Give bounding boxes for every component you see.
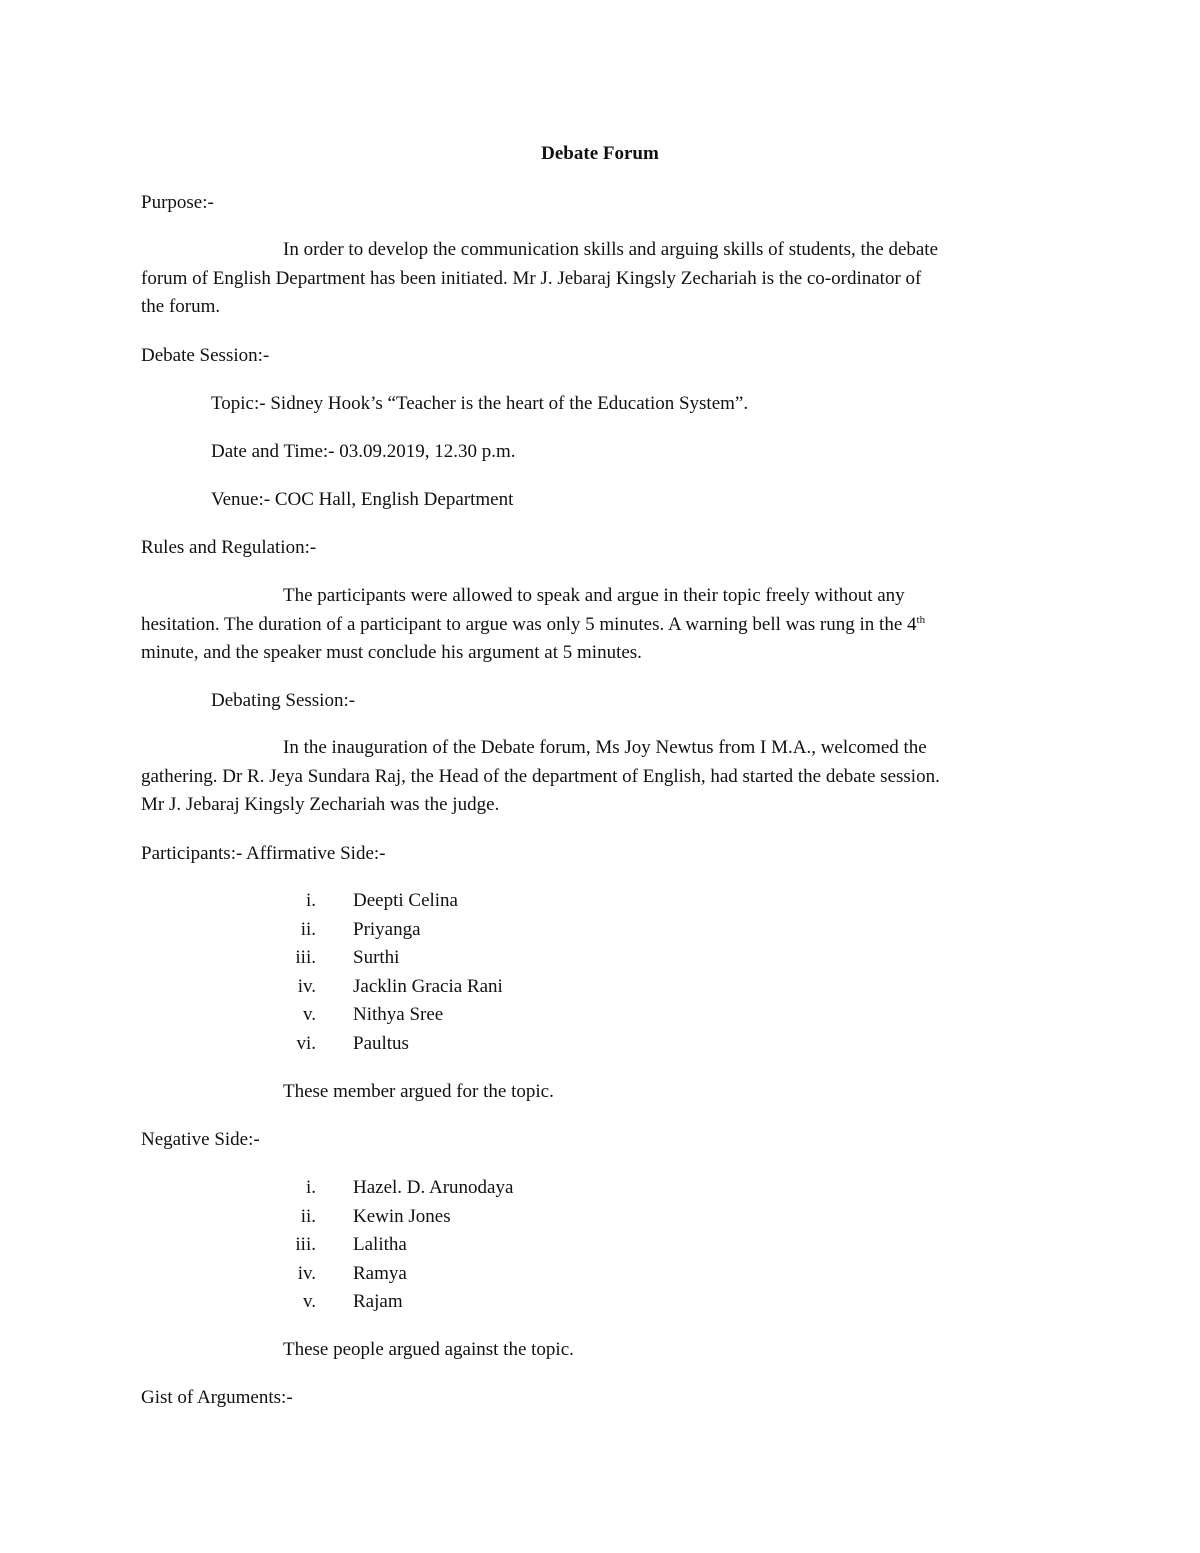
rules-line-3: minute, and the speaker must conclude his argument at 5 minutes. [141, 642, 642, 664]
list-item [0, 1174, 1200, 1203]
purpose-line-2: forum of English Department has been initiated. Mr J. Jebaraj Kingsly Zechariah is the co-ordinator of [141, 267, 922, 289]
purpose-paragraph [141, 236, 1061, 322]
list-item [0, 916, 1200, 945]
list-numeral: i. [305, 1177, 316, 1198]
purpose-heading: Purpose:- [141, 192, 214, 213]
topic-line: Topic:- Sidney Hook’s “Teacher is the heart of the Education System”. [211, 393, 749, 414]
venue-line: Venue:- COC Hall, English Department [211, 489, 514, 510]
negative-heading: Negative Side:- [141, 1129, 260, 1150]
participant-name: Ramya [353, 1262, 407, 1284]
gist-heading: Gist of Arguments:- [141, 1387, 293, 1408]
list-numeral: iii. [295, 1234, 316, 1256]
participants-heading: Participants:- Affirmative Side:- [141, 843, 386, 864]
debating-session-heading: Debating Session:- [211, 690, 356, 711]
participant-name: Nithya Sree [353, 1004, 444, 1026]
participant-name: Deepti Celina [353, 890, 458, 911]
participant-name: Rajam [353, 1291, 403, 1313]
list-numeral: vi. [296, 1032, 316, 1054]
document-title: Debate Forum [541, 143, 659, 164]
date-time-line: Date and Time:- 03.09.2019, 12.30 p.m. [211, 441, 516, 462]
list-item [0, 944, 1200, 973]
participant-name: Lalitha [353, 1234, 407, 1256]
debating-line-3: Mr J. Jebaraj Kingsly Zechariah was the judge. [141, 794, 500, 816]
debating-paragraph [141, 734, 1061, 820]
debating-line-1: In the inauguration of the Debate forum, Ms Joy Newtus from I M.A., welcomed the [283, 737, 927, 758]
affirmative-note: These member argued for the topic. [283, 1081, 554, 1102]
affirmative-list [0, 887, 1200, 1059]
list-numeral: i. [305, 890, 316, 911]
participant-name: Hazel. D. Arunodaya [353, 1177, 514, 1198]
list-numeral: iv. [297, 1262, 316, 1284]
debating-line-2: gathering. Dr R. Jeya Sundara Raj, the Head of the department of English, had started the debate session. [141, 765, 940, 787]
rules-line-2-text: hesitation. The duration of a participant to argue was only 5 minutes. A warning bell was rung in the 4 [141, 613, 917, 635]
list-numeral: iv. [297, 975, 316, 997]
debate-session-heading: Debate Session:- [141, 345, 270, 366]
participant-name: Jacklin Gracia Rani [353, 975, 503, 997]
purpose-line-1: In order to develop the communication skills and arguing skills of students, the debate [283, 239, 939, 260]
list-item [0, 1001, 1200, 1030]
list-item [0, 1231, 1200, 1260]
purpose-line-3: the forum. [141, 296, 221, 318]
participant-name: Paultus [353, 1032, 409, 1054]
rules-heading: Rules and Regulation:- [141, 537, 317, 558]
list-numeral: v. [302, 1004, 316, 1026]
list-item [0, 887, 1200, 916]
rules-line-1: The participants were allowed to speak and argue in their topic freely without any [283, 585, 905, 606]
rules-paragraph [141, 582, 1061, 668]
ordinal-suffix: th [916, 613, 926, 626]
list-item [0, 1260, 1200, 1289]
list-item [0, 1288, 1200, 1317]
list-numeral: ii. [300, 1205, 316, 1227]
participant-name: Priyanga [353, 918, 421, 940]
participant-name: Surthi [353, 947, 400, 969]
participant-name: Kewin Jones [353, 1205, 451, 1227]
list-item [0, 973, 1200, 1002]
list-item [0, 1030, 1200, 1059]
list-numeral: iii. [295, 947, 316, 969]
list-numeral: v. [302, 1291, 316, 1313]
list-item [0, 1203, 1200, 1232]
list-numeral: ii. [300, 918, 316, 940]
negative-list [0, 1174, 1200, 1317]
rules-line-2 [141, 611, 1061, 640]
negative-note: These people argued against the topic. [283, 1339, 574, 1360]
